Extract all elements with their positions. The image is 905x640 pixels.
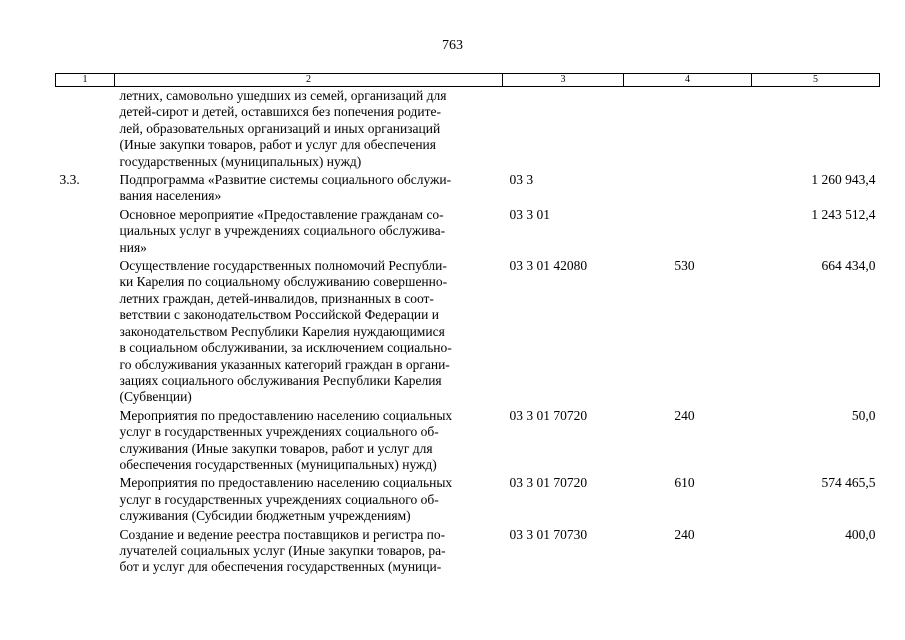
table-row — [56, 87, 880, 171]
row-name: Мероприятия по предоставлению населению социальных услуг в государственных учреждениях социального об- служивания (Иные закупки товаров, работ и услуг для обеспечения государственных (муниципальных) нужд) — [119, 407, 453, 472]
row-expense-type — [624, 87, 752, 171]
row-sum — [752, 87, 880, 171]
row-number — [56, 525, 115, 576]
table-row — [56, 473, 880, 524]
header-col-3: 3 — [503, 74, 624, 87]
row-number — [56, 205, 115, 256]
row-number — [56, 406, 115, 474]
row-sum: 1 260 943,4 — [811, 172, 876, 188]
row-number — [56, 87, 115, 171]
row-code: 03 3 01 70720 — [509, 475, 588, 491]
row-code: 03 3 01 70720 — [509, 407, 588, 423]
row-code — [503, 87, 624, 171]
row-expense-type: 240 — [674, 526, 695, 542]
row-code: 03 3 01 70730 — [509, 526, 588, 542]
table-row — [56, 525, 880, 576]
header-col-1: 1 — [56, 74, 115, 87]
row-name: Основное мероприятие «Предоставление гражданам со- циальных услуг в учреждениях социального обслужива- ния» — [119, 206, 446, 255]
row-number — [56, 256, 115, 406]
table-row — [56, 170, 880, 205]
table-body — [56, 87, 880, 576]
row-name: Подпрограмма «Развитие системы социального обслужи- вания населения» — [119, 172, 452, 204]
header-col-2: 2 — [115, 74, 503, 87]
row-sum: 664 434,0 — [821, 258, 876, 274]
row-expense-type: 530 — [674, 258, 695, 274]
header-col-4: 4 — [624, 74, 752, 87]
row-sum: 1 243 512,4 — [811, 206, 876, 222]
header-col-5: 5 — [752, 74, 880, 87]
table-row — [56, 256, 880, 406]
row-sum: 574 465,5 — [821, 475, 876, 491]
row-expense-type — [624, 205, 752, 256]
row-code: 03 3 — [509, 172, 534, 188]
budget-table — [55, 73, 880, 576]
row-name: Создание и ведение реестра поставщиков и регистра по- лучателей социальных услуг (Иные закупки товаров, ра- бот и услуг для обеспечения государственных (муници- — [119, 526, 446, 575]
table-row — [56, 205, 880, 256]
row-name: Мероприятия по предоставлению населению социальных услуг в государственных учреждениях социального об- служивания (Субсидии бюджетным учреждениям) — [119, 475, 453, 524]
row-code: 03 3 01 — [509, 206, 550, 222]
header-row — [56, 74, 880, 87]
row-sum: 400,0 — [845, 526, 876, 542]
row-sum: 50,0 — [851, 407, 876, 423]
row-name: летних, самовольно ушедших из семей, организаций для детей-сирот и детей, оставшихся без попечения родите- лей, образовательных организаций и иных организаций (Иные закупки товаров, работ и услуг для обеспечения государственных (муниципальных) нужд) — [119, 88, 447, 169]
row-number: 3.3. — [59, 172, 80, 188]
row-number — [56, 473, 115, 524]
row-code: 03 3 01 42080 — [509, 258, 588, 274]
page-number: 763 — [442, 38, 463, 53]
table-header — [56, 74, 880, 87]
row-expense-type — [624, 170, 752, 205]
row-expense-type: 240 — [674, 407, 695, 423]
row-name: Осуществление государственных полномочий Республи- ки Карелия по социальному обслуживанию совершенно- летних граждан, детей-инвалидов, признанных в соот- ветствии с законодательством Российской Федерации и законодательством Республики Карелия нуждающимися в социальном обслуживании, за исключением социально- го обслуживания указанных категорий граждан в органи- зациях социального обслуживания Республики Карелия (Субвенции) — [119, 258, 452, 405]
row-expense-type: 610 — [674, 475, 695, 491]
table-row — [56, 406, 880, 474]
